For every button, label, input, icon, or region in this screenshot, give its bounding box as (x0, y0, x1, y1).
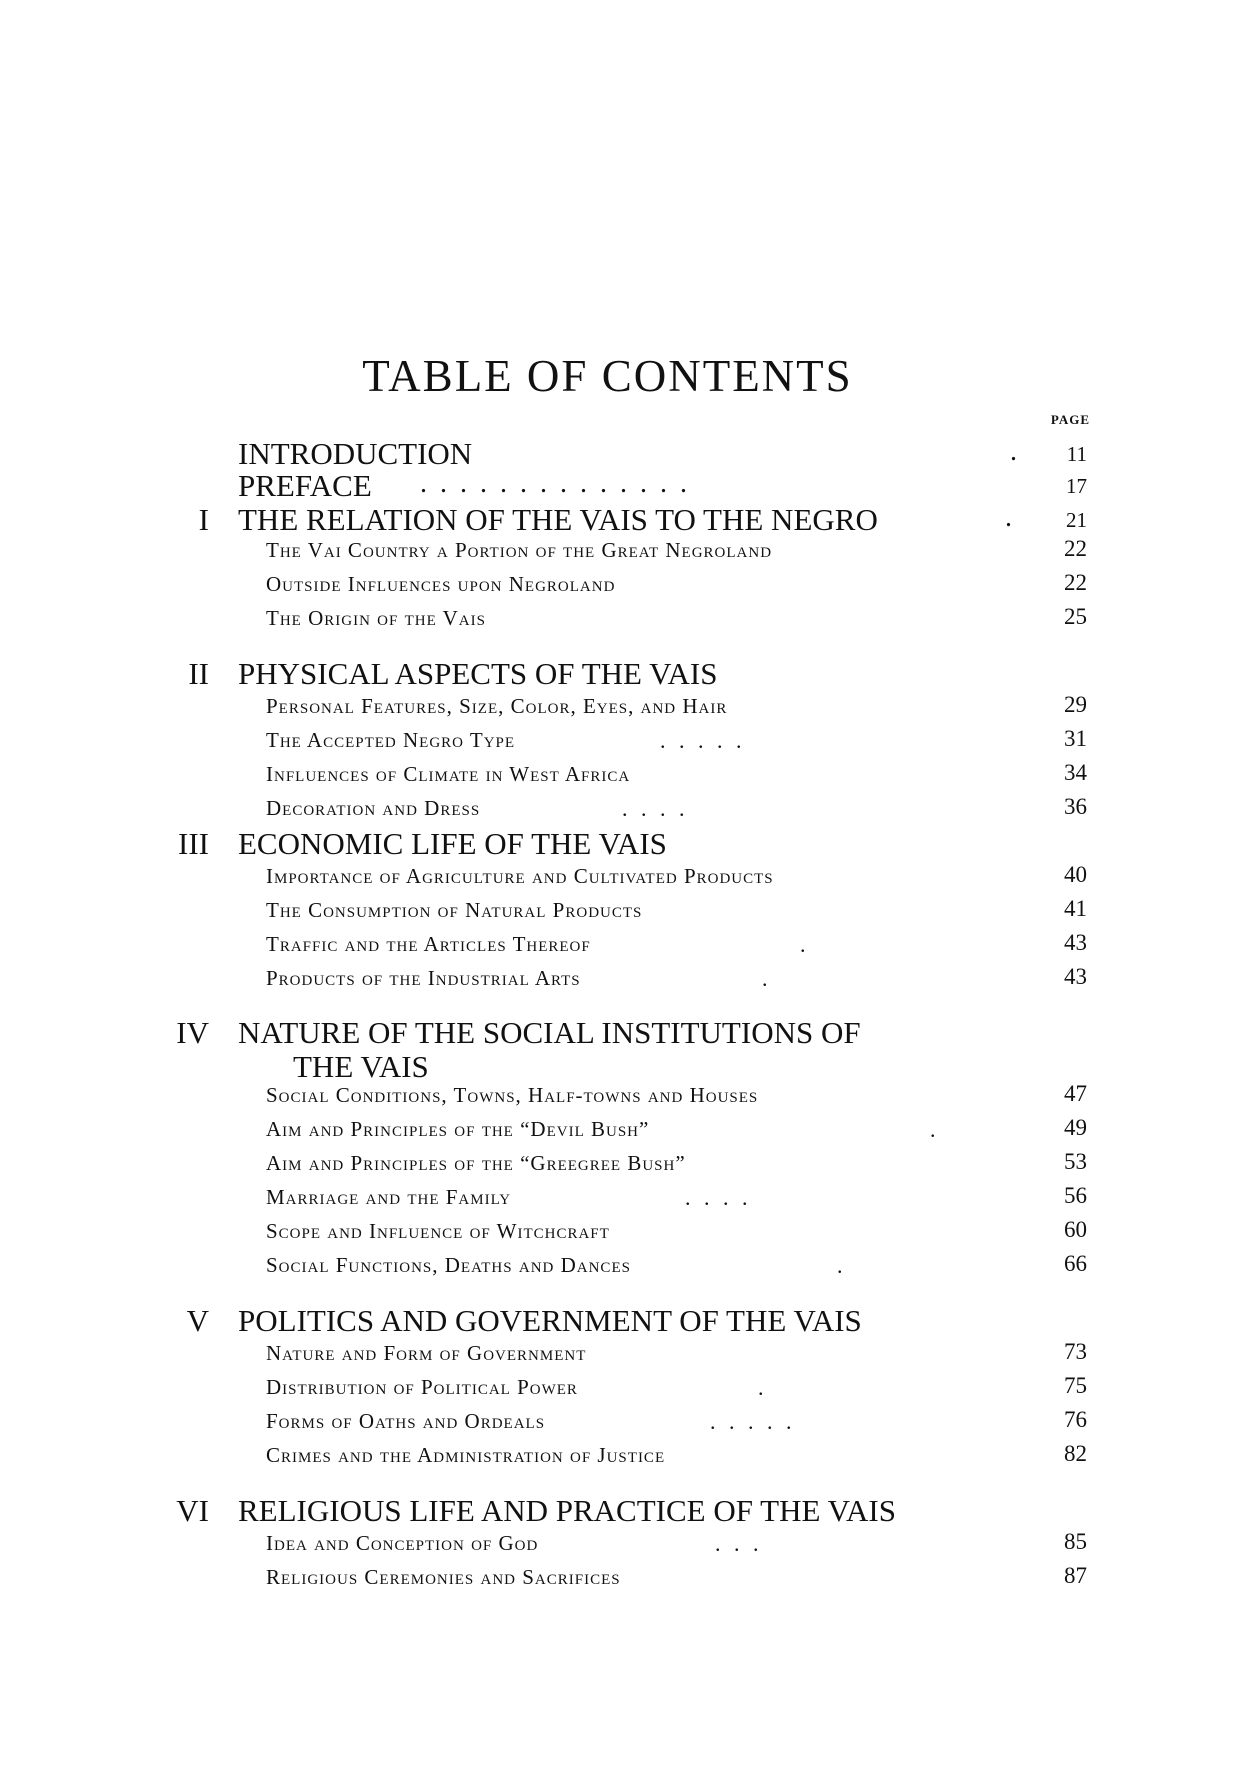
page-number: 17 (1066, 474, 1087, 498)
page-number: 87 (1064, 1563, 1087, 1588)
page-number: 21 (1066, 508, 1087, 532)
chapter-title: PREFACE (238, 468, 372, 503)
page-number: 43 (1064, 930, 1087, 955)
leader-dots: . . . . . . . . . . . . . . (420, 468, 690, 499)
chapter-title: THE RELATION OF THE VAIS TO THE NEGRO (238, 502, 878, 537)
leader-dots: . . . (715, 1531, 763, 1556)
section-title: Nature and Form of Government (266, 1341, 587, 1365)
leader-dots: . (762, 966, 772, 991)
leader-dots: . . . . (685, 1185, 752, 1210)
section-title: The Vai Country a Portion of the Great Negroland (266, 538, 773, 562)
leader-dots: . (1005, 502, 1015, 533)
page-number: 76 (1064, 1407, 1087, 1432)
section-title: Traffic and the Articles Thereof (266, 932, 591, 956)
chapter-title-continuation: THE VAIS (293, 1049, 429, 1084)
section-title: Outside Influences upon Negroland (266, 572, 616, 596)
chapter-numeral: I (198, 502, 209, 537)
section-title: Aim and Principles of the “Devil Bush” (266, 1117, 650, 1141)
section-title: The Consumption of Natural Products (266, 898, 643, 922)
section-title: Distribution of Political Power (266, 1375, 578, 1399)
page-number: 40 (1064, 862, 1087, 887)
page-number: 41 (1064, 896, 1087, 921)
page-number: 85 (1064, 1529, 1087, 1554)
chapter-title: INTRODUCTION (238, 436, 473, 471)
leader-dots: . . . . . (660, 728, 746, 753)
page-number: 66 (1064, 1251, 1087, 1276)
leader-dots: . . . . . (710, 1409, 796, 1434)
leader-dots: . (758, 1375, 768, 1400)
section-title: The Accepted Negro Type (266, 728, 516, 752)
leader-dots: . (930, 1117, 940, 1142)
section-title: Influences of Climate in West Africa (266, 762, 631, 786)
section-title: Crimes and the Administration of Justice (266, 1443, 666, 1467)
chapter-numeral: V (186, 1303, 209, 1338)
page-number: 43 (1064, 964, 1087, 989)
chapter-numeral: VI (176, 1493, 209, 1528)
page-number: 22 (1064, 536, 1087, 561)
section-title: Social Conditions, Towns, Half-towns and Houses (266, 1083, 759, 1107)
section-title: Idea and Conception of God (266, 1531, 539, 1555)
page-column-label: PAGE (1050, 412, 1090, 427)
section-title: Religious Ceremonies and Sacrifices (266, 1565, 621, 1589)
page-number: 29 (1064, 692, 1087, 717)
section-title: Aim and Principles of the “Greegree Bush” (266, 1151, 686, 1175)
section-title: The Origin of the Vais (266, 606, 486, 630)
chapter-numeral: IV (176, 1015, 209, 1050)
leader-dots: . (800, 932, 810, 957)
chapter-title: NATURE OF THE SOCIAL INSTITUTIONS OF (238, 1015, 861, 1050)
chapter-title: RELIGIOUS LIFE AND PRACTICE OF THE VAIS (238, 1493, 896, 1528)
page-title: TABLE OF CONTENTS (362, 351, 853, 401)
page-number: 53 (1064, 1149, 1087, 1174)
section-title: Decoration and Dress (266, 796, 481, 820)
section-title: Importance of Agriculture and Cultivated Products (266, 864, 774, 888)
chapter-numeral: III (178, 826, 209, 861)
leader-dots: . (1010, 436, 1020, 467)
page-number: 75 (1064, 1373, 1087, 1398)
page-number: 25 (1064, 604, 1087, 629)
leader-dots: . . . . (622, 796, 689, 821)
chapter-title: PHYSICAL ASPECTS OF THE VAIS (238, 656, 718, 691)
page-number: 49 (1064, 1115, 1087, 1140)
chapter-numeral: II (188, 656, 209, 691)
page-number: 73 (1064, 1339, 1087, 1364)
page-number: 36 (1064, 794, 1087, 819)
page-number: 82 (1064, 1441, 1087, 1466)
chapter-title: ECONOMIC LIFE OF THE VAIS (238, 826, 667, 861)
chapter-title: POLITICS AND GOVERNMENT OF THE VAIS (238, 1303, 862, 1338)
page-number: 34 (1064, 760, 1087, 785)
section-title: Products of the Industrial Arts (266, 966, 581, 990)
page-number: 31 (1064, 726, 1087, 751)
section-title: Marriage and the Family (266, 1185, 512, 1209)
page-number: 56 (1064, 1183, 1087, 1208)
section-title: Personal Features, Size, Color, Eyes, and Hair (266, 694, 728, 718)
section-title: Forms of Oaths and Ordeals (266, 1409, 546, 1433)
page-number: 11 (1066, 442, 1087, 466)
page-number: 60 (1064, 1217, 1087, 1242)
section-title: Social Functions, Deaths and Dances (266, 1253, 631, 1277)
leader-dots: . (837, 1253, 847, 1278)
page-number: 22 (1064, 570, 1087, 595)
page-number: 47 (1064, 1081, 1087, 1106)
section-title: Scope and Influence of Witchcraft (266, 1219, 610, 1243)
